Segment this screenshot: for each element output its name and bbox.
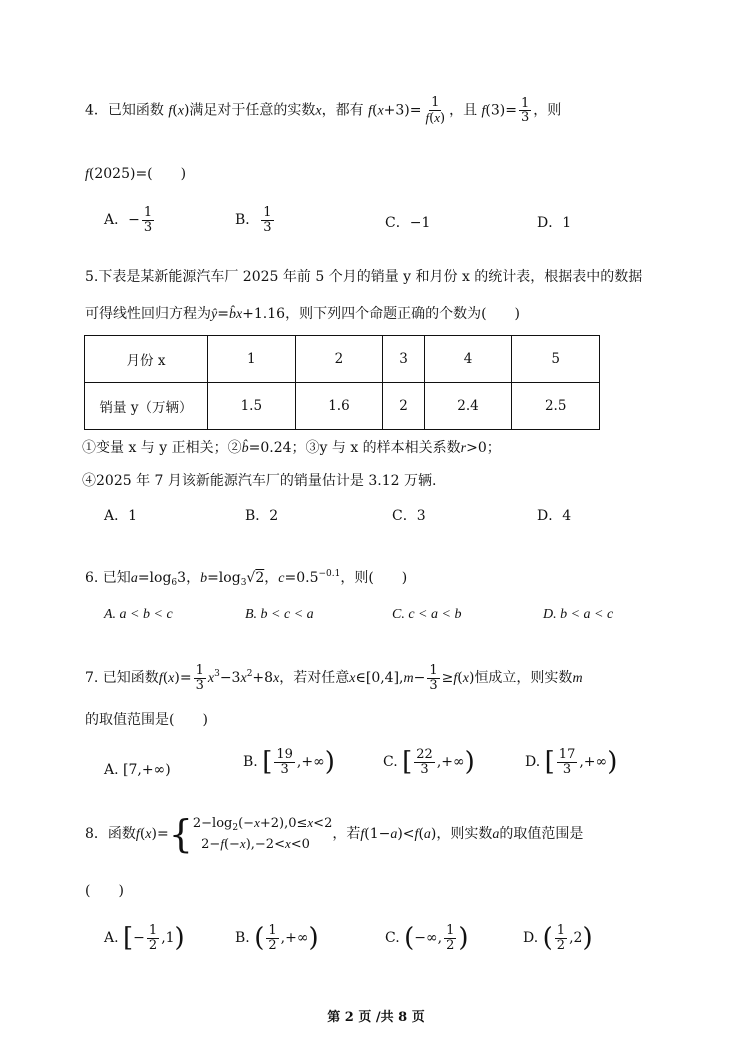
q8-option-c: C. (−∞, $\frac{1}{2}$ )	[385, 923, 469, 954]
q5-propositions-2: ④2025 年 7 月该新能源汽车厂的销量估计是 3.12 万辆.	[82, 473, 437, 489]
q6-option-a: A. a < b < c	[104, 607, 173, 622]
q4-option-c: C．−1	[385, 215, 431, 231]
q6-stem: 6. 已知$a=\log_63$，$b=\log_3√2$，$c=0.5^{-0.1}$，则( )	[85, 569, 408, 588]
table-cell: 3	[383, 336, 424, 383]
q5-option-b: B．2	[245, 508, 279, 524]
q4-option-a: A．− $\frac{1}{3}$	[104, 205, 153, 235]
q6-option-d: D. b < a < c	[543, 607, 614, 622]
q7-option-c: C. [ $\frac{22}{3}$ ,+∞)	[383, 747, 475, 778]
q5-option-d: D．4	[537, 508, 572, 524]
table-cell: 5	[512, 336, 600, 383]
q6-option-b: B. b < c < a	[245, 607, 314, 622]
table-row	[85, 383, 600, 430]
q8-option-d: D. ( $\frac{1}{2}$ ,2)	[523, 923, 593, 954]
q4-stem: 4．已知函数 f(x)满足对于任意的实数x，都有 f(x+3)= $\frac{1}{f(x)}$ ，且 f(3)= $\frac{1}{3}$ ，则	[85, 95, 562, 126]
q5-option-c: C．3	[392, 508, 426, 524]
table-cell: 2	[295, 336, 383, 383]
table-cell: 4	[424, 336, 512, 383]
q8-stem: 8．函数f(x)={ $2-\log_2(-x+2),0\le x<2$ 2−f(−x),−2<x<0 ，若f(1−a)<f(a)，则实数a的取值范围是	[85, 812, 584, 856]
q7-option-b: B. [ $\frac{19}{3}$ ,+∞)	[243, 747, 335, 778]
q5-option-a: A．1	[104, 508, 138, 524]
table-row	[85, 336, 600, 383]
q7-stem: 7. 已知函数f(x)= $\frac{1}{3}$ $x^3-3x^2+8x$，若对任意x∈[0,4],m− $\frac{1}{3}$ ≥f(x)恒成立，则实数m	[85, 663, 583, 693]
table-cell: 2.5	[512, 383, 600, 430]
q7-option-a: A. [7,+∞)	[104, 762, 171, 778]
table-cell: 2	[383, 383, 424, 430]
table-header-sales: 销量 y（万辆）	[85, 383, 208, 430]
table-cell: 1	[208, 336, 296, 383]
table-cell: 1.6	[295, 383, 383, 430]
q4-option-b: B． $\frac{1}{3}$	[235, 205, 272, 235]
q5-propositions-1: ①变量 x 与 y 正相关；②b̂=0.24；③y 与 x 的样本相关系数r>0；	[82, 440, 501, 456]
q7-option-d: D. [ $\frac{17}{3}$ ,+∞)	[525, 747, 618, 778]
table-cell: 2.4	[424, 383, 512, 430]
q8-option-b: B. ( $\frac{1}{2}$ ,+∞)	[235, 923, 319, 954]
table-header-month: 月份 x	[85, 336, 208, 383]
q5-stem-line2: 可得线性回归方程为ŷ=b̂x+1.16，则下列四个命题正确的个数为( )	[85, 306, 521, 322]
q8-option-a: A. [− $\frac{1}{2}$ ,1)	[104, 923, 185, 954]
q6-option-c: C. c < a < b	[392, 607, 462, 622]
q4-ask: f(2025)=( )	[85, 166, 187, 182]
q4-number: 4．	[85, 102, 108, 119]
page-footer: 第 2 页 /共 8 页	[327, 1010, 425, 1025]
q8-stem-line2: ( )	[85, 883, 124, 899]
q7-stem-line2: 的取值范围是( )	[85, 712, 208, 728]
q5-stem-line1: 5.下表是某新能源汽车厂 2025 年前 5 个月的销量 y 和月份 x 的统计表，根据表中的数据	[85, 269, 643, 285]
q4-option-d: D．1	[537, 215, 572, 231]
table-cell: 1.5	[208, 383, 296, 430]
stats-table	[84, 335, 600, 430]
